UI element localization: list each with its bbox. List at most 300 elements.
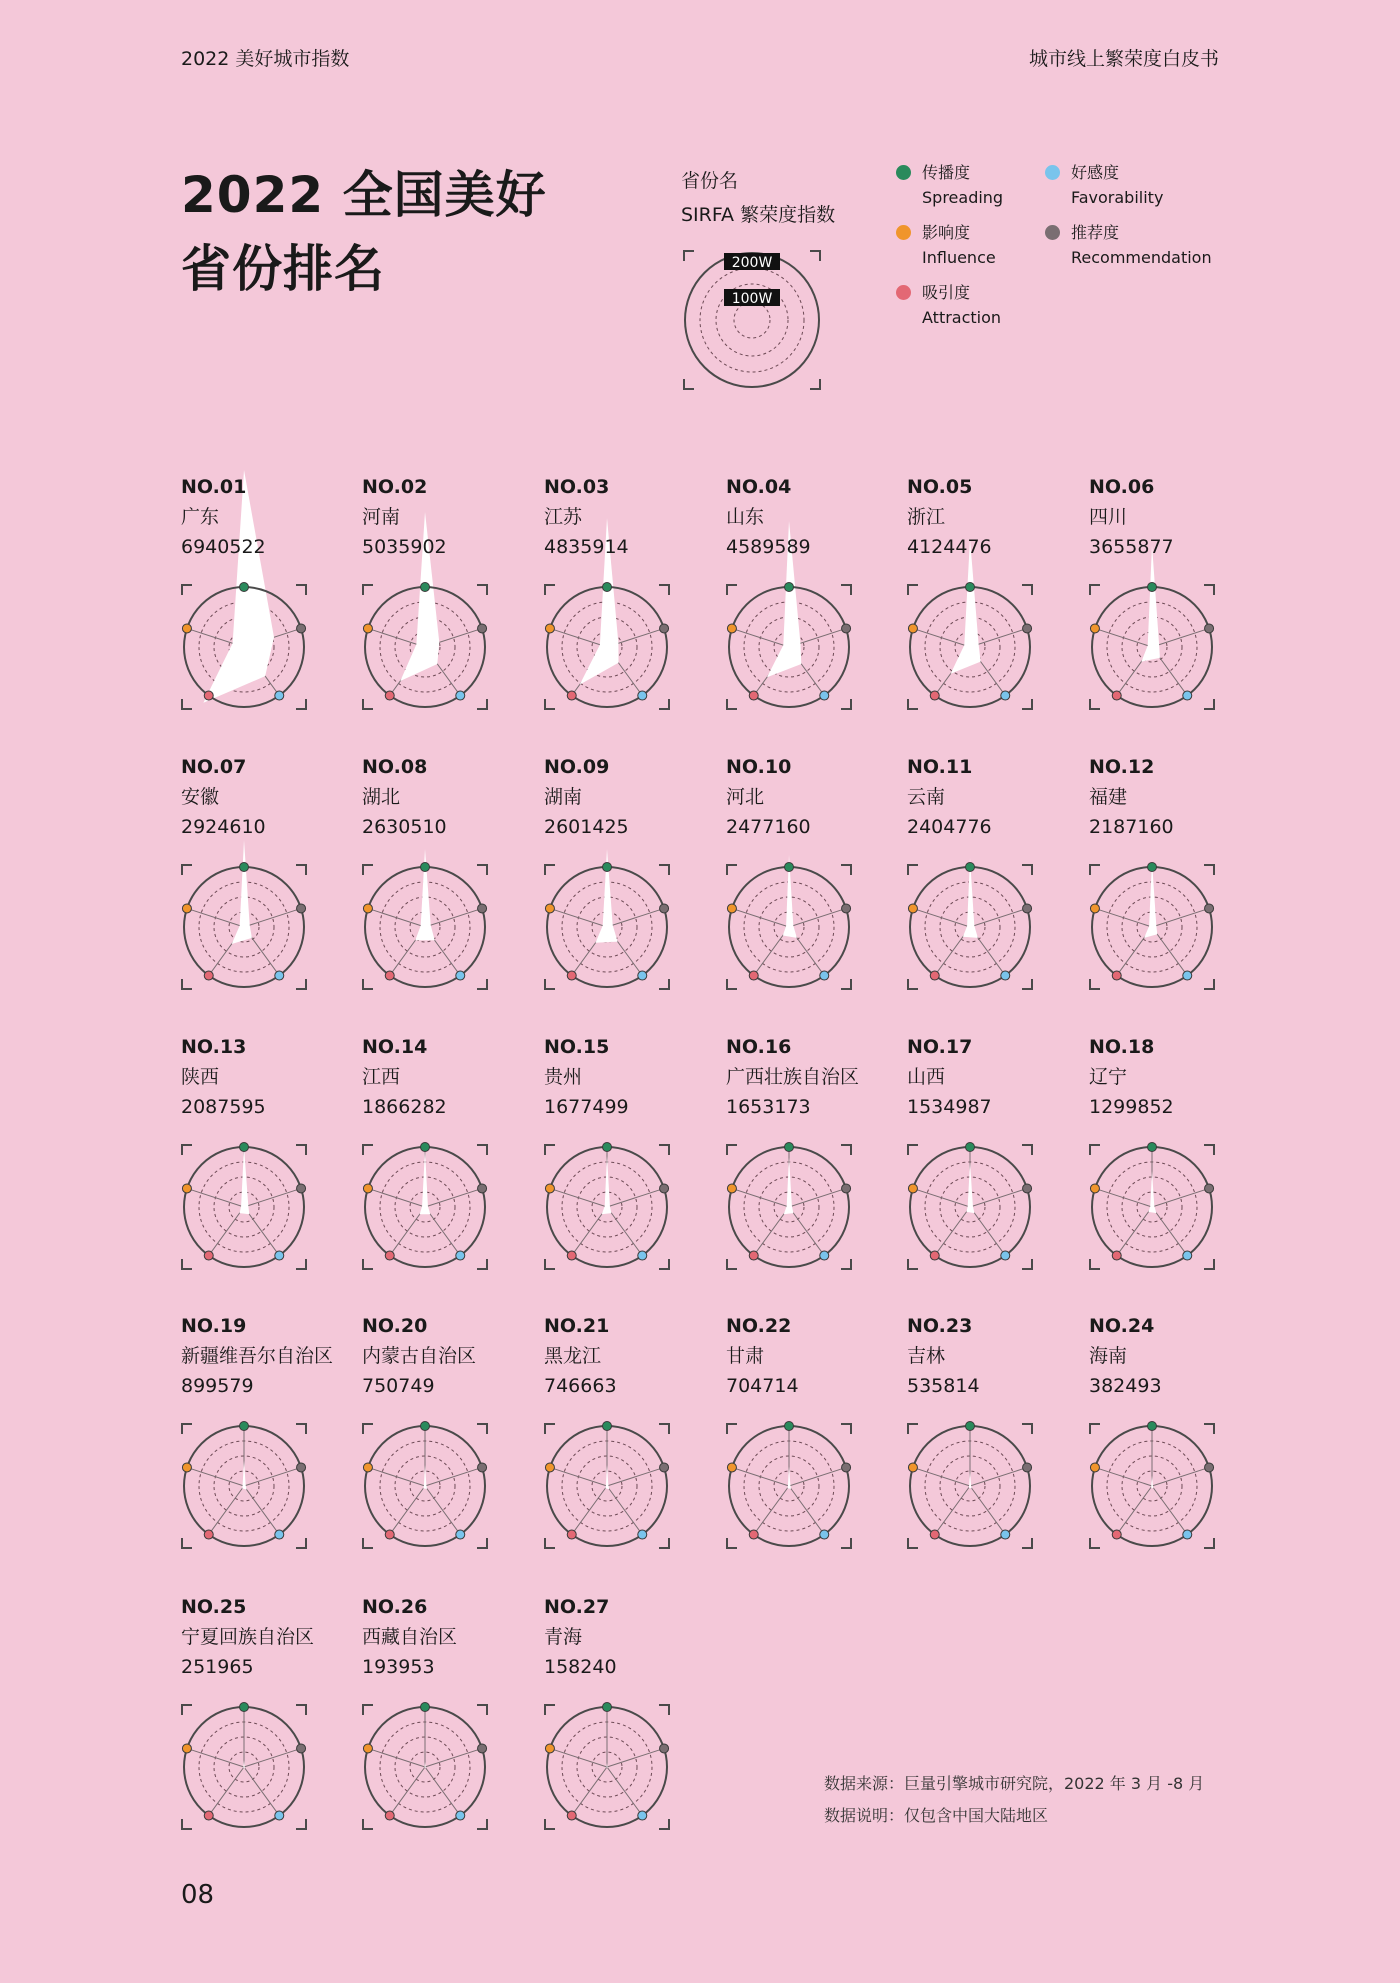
axis-dot-icon bbox=[749, 1530, 758, 1539]
axis-spoke bbox=[425, 1467, 482, 1486]
province-name: 黑龙江 bbox=[544, 1345, 602, 1367]
axis-dot-icon bbox=[385, 1530, 394, 1539]
axis-dot-icon bbox=[1001, 1530, 1010, 1539]
axis-dot-icon bbox=[545, 624, 554, 633]
province-label bbox=[181, 472, 266, 562]
province-index: 6940522 bbox=[181, 536, 266, 558]
axis-dot-icon bbox=[240, 1422, 249, 1431]
axis-dot-icon bbox=[1090, 904, 1099, 913]
axis-dot-icon bbox=[478, 624, 487, 633]
axis-dot-icon bbox=[297, 1463, 306, 1472]
axis-spoke bbox=[1095, 628, 1152, 647]
province-label bbox=[544, 1311, 617, 1401]
province-index: 2404776 bbox=[907, 816, 992, 838]
axis-dot-icon bbox=[421, 863, 430, 872]
axis-dot-icon bbox=[204, 971, 213, 980]
axis-dot-icon bbox=[567, 1811, 576, 1820]
axis-dot-icon bbox=[204, 691, 213, 700]
spreading-dot-icon bbox=[896, 165, 911, 180]
rank-number: NO.19 bbox=[181, 1315, 247, 1337]
rank-number: NO.14 bbox=[362, 1036, 428, 1058]
axis-dot-icon bbox=[240, 863, 249, 872]
axis-dot-icon bbox=[385, 691, 394, 700]
axis-spoke bbox=[789, 908, 846, 927]
axis-spoke bbox=[425, 908, 482, 927]
legend-item-cn: 传播度 bbox=[922, 163, 971, 182]
rank-number: NO.17 bbox=[907, 1036, 973, 1058]
axis-spoke bbox=[913, 1188, 970, 1207]
axis-dot-icon bbox=[545, 1744, 554, 1753]
province-card bbox=[726, 1311, 904, 1581]
province-name: 浙江 bbox=[907, 506, 946, 528]
axis-dot-icon bbox=[1205, 904, 1214, 913]
axis-dot-icon bbox=[603, 1422, 612, 1431]
axis-dot-icon bbox=[567, 691, 576, 700]
axis-spoke bbox=[754, 1486, 789, 1535]
axis-dot-icon bbox=[1090, 624, 1099, 633]
rank-number: NO.13 bbox=[181, 1036, 247, 1058]
legend-item-cn: 推荐度 bbox=[1071, 223, 1120, 242]
province-index: 1866282 bbox=[362, 1096, 447, 1118]
axis-spoke bbox=[244, 908, 301, 927]
axis-spoke bbox=[607, 1188, 664, 1207]
axis-dot-icon bbox=[908, 904, 917, 913]
legend-items bbox=[896, 160, 1226, 340]
province-index: 1677499 bbox=[544, 1096, 629, 1118]
province-label bbox=[181, 752, 266, 842]
axis-dot-icon bbox=[603, 863, 612, 872]
axis-spoke bbox=[1095, 1188, 1152, 1207]
province-index: 158240 bbox=[544, 1656, 617, 1678]
axis-dot-icon bbox=[297, 1184, 306, 1193]
province-index: 382493 bbox=[1089, 1375, 1162, 1397]
axis-dot-icon bbox=[1205, 624, 1214, 633]
axis-dot-icon bbox=[638, 691, 647, 700]
axis-spoke bbox=[732, 1188, 789, 1207]
axis-dot-icon bbox=[1148, 863, 1157, 872]
axis-spoke bbox=[913, 908, 970, 927]
rank-number: NO.09 bbox=[544, 756, 610, 778]
province-label bbox=[907, 1032, 992, 1122]
province-label bbox=[362, 752, 447, 842]
province-label bbox=[726, 472, 811, 562]
axis-spoke bbox=[209, 1767, 244, 1816]
province-name: 广西壮族自治区 bbox=[726, 1066, 860, 1088]
province-card bbox=[362, 1592, 540, 1862]
axis-spoke bbox=[913, 628, 970, 647]
axis-spoke bbox=[572, 1486, 607, 1535]
axis-dot-icon bbox=[363, 624, 372, 633]
province-index: 2601425 bbox=[544, 816, 629, 838]
axis-dot-icon bbox=[638, 1530, 647, 1539]
axis-spoke bbox=[209, 1486, 244, 1535]
axis-dot-icon bbox=[240, 1703, 249, 1712]
axis-spoke bbox=[368, 908, 425, 927]
axis-spoke bbox=[1152, 628, 1209, 647]
axis-spoke bbox=[789, 1188, 846, 1207]
axis-dot-icon bbox=[275, 1251, 284, 1260]
axis-dot-icon bbox=[1205, 1463, 1214, 1472]
axis-dot-icon bbox=[727, 1463, 736, 1472]
province-label bbox=[907, 1311, 980, 1401]
axis-dot-icon bbox=[456, 1530, 465, 1539]
rank-number: NO.03 bbox=[544, 476, 610, 498]
province-card bbox=[1089, 1311, 1267, 1581]
province-card bbox=[362, 1032, 540, 1302]
axis-spoke bbox=[970, 1188, 1027, 1207]
axis-spoke bbox=[970, 1467, 1027, 1486]
province-card bbox=[362, 472, 540, 742]
axis-spoke bbox=[390, 1486, 425, 1535]
province-name: 贵州 bbox=[544, 1066, 583, 1088]
province-label bbox=[181, 1592, 314, 1682]
axis-dot-icon bbox=[421, 1143, 430, 1152]
axis-dot-icon bbox=[820, 691, 829, 700]
axis-dot-icon bbox=[908, 1463, 917, 1472]
axis-dot-icon bbox=[182, 624, 191, 633]
axis-dot-icon bbox=[1023, 904, 1032, 913]
province-name: 新疆维吾尔自治区 bbox=[181, 1345, 334, 1367]
rank-number: NO.25 bbox=[181, 1596, 247, 1618]
axis-spoke bbox=[1152, 1486, 1187, 1535]
axis-dot-icon bbox=[785, 583, 794, 592]
province-label bbox=[726, 1311, 799, 1401]
province-index: 2630510 bbox=[362, 816, 447, 838]
rank-number: NO.12 bbox=[1089, 756, 1155, 778]
province-name: 安徽 bbox=[181, 786, 220, 808]
axis-dot-icon bbox=[842, 1463, 851, 1472]
axis-dot-icon bbox=[456, 971, 465, 980]
province-label bbox=[544, 472, 629, 562]
legend-item-en: Influence bbox=[922, 248, 996, 267]
axis-spoke bbox=[732, 1467, 789, 1486]
axis-spoke bbox=[550, 908, 607, 927]
recommendation-dot-icon bbox=[1045, 225, 1060, 240]
axis-dot-icon bbox=[567, 1251, 576, 1260]
rank-number: NO.15 bbox=[544, 1036, 610, 1058]
axis-dot-icon bbox=[1112, 1530, 1121, 1539]
rank-number: NO.27 bbox=[544, 1596, 610, 1618]
axis-spoke bbox=[1152, 1188, 1209, 1207]
province-name: 宁夏回族自治区 bbox=[181, 1626, 315, 1648]
axis-dot-icon bbox=[1148, 1422, 1157, 1431]
rank-number: NO.16 bbox=[726, 1036, 792, 1058]
axis-spoke bbox=[935, 1486, 970, 1535]
axis-dot-icon bbox=[930, 1251, 939, 1260]
rank-number: NO.24 bbox=[1089, 1315, 1155, 1337]
province-index: 746663 bbox=[544, 1375, 617, 1397]
axis-dot-icon bbox=[820, 1530, 829, 1539]
axis-spoke bbox=[572, 1767, 607, 1816]
province-card bbox=[726, 752, 904, 1022]
axis-dot-icon bbox=[1183, 691, 1192, 700]
axis-dot-icon bbox=[749, 691, 758, 700]
rank-number: NO.20 bbox=[362, 1315, 428, 1337]
axis-dot-icon bbox=[385, 971, 394, 980]
axis-spoke bbox=[970, 1207, 1005, 1256]
axis-spoke bbox=[390, 1767, 425, 1816]
province-card bbox=[362, 1311, 540, 1581]
axis-dot-icon bbox=[1112, 1251, 1121, 1260]
axis-spoke bbox=[1095, 1467, 1152, 1486]
legend-province-label: 省份名 bbox=[681, 170, 739, 192]
data-polygon bbox=[420, 1150, 431, 1214]
axis-dot-icon bbox=[545, 1463, 554, 1472]
province-index: 251965 bbox=[181, 1656, 254, 1678]
province-name: 河北 bbox=[726, 786, 765, 808]
province-name: 吉林 bbox=[907, 1345, 946, 1367]
axis-spoke bbox=[209, 1207, 244, 1256]
axis-dot-icon bbox=[567, 971, 576, 980]
axis-dot-icon bbox=[1183, 1251, 1192, 1260]
axis-dot-icon bbox=[842, 624, 851, 633]
rank-number: NO.22 bbox=[726, 1315, 792, 1337]
axis-dot-icon bbox=[275, 1811, 284, 1820]
axis-dot-icon bbox=[1001, 971, 1010, 980]
axis-dot-icon bbox=[385, 1251, 394, 1260]
province-card bbox=[181, 1032, 359, 1302]
axis-spoke bbox=[368, 1188, 425, 1207]
axis-dot-icon bbox=[363, 904, 372, 913]
province-card bbox=[907, 752, 1085, 1022]
province-card bbox=[181, 1311, 359, 1581]
axis-spoke bbox=[607, 1767, 642, 1816]
legend-item-en: Favorability bbox=[1071, 188, 1164, 207]
axis-spoke bbox=[425, 1486, 460, 1535]
province-card bbox=[544, 1311, 722, 1581]
title-line2: 省份排名 bbox=[181, 240, 385, 298]
axis-dot-icon bbox=[1023, 1184, 1032, 1193]
axis-dot-icon bbox=[421, 1703, 430, 1712]
axis-dot-icon bbox=[638, 971, 647, 980]
axis-dot-icon bbox=[456, 1811, 465, 1820]
province-label bbox=[1089, 1032, 1174, 1122]
source-line1: 数据来源：巨量引擎城市研究院，2022 年 3 月 -8 月 bbox=[824, 1774, 1205, 1793]
axis-spoke bbox=[425, 1188, 482, 1207]
province-index: 1534987 bbox=[907, 1096, 992, 1118]
province-card bbox=[1089, 472, 1267, 742]
legend-item-en: Attraction bbox=[922, 308, 1002, 327]
province-card bbox=[1089, 752, 1267, 1022]
rank-number: NO.18 bbox=[1089, 1036, 1155, 1058]
axis-dot-icon bbox=[204, 1811, 213, 1820]
axis-dot-icon bbox=[1090, 1463, 1099, 1472]
rank-number: NO.02 bbox=[362, 476, 428, 498]
province-name: 辽宁 bbox=[1089, 1066, 1128, 1088]
province-index: 2477160 bbox=[726, 816, 811, 838]
axis-spoke bbox=[368, 1748, 425, 1767]
axis-dot-icon bbox=[363, 1744, 372, 1753]
province-card bbox=[544, 752, 722, 1022]
rank-number: NO.26 bbox=[362, 1596, 428, 1618]
axis-spoke bbox=[1095, 908, 1152, 927]
province-card bbox=[1089, 1032, 1267, 1302]
axis-dot-icon bbox=[456, 1251, 465, 1260]
axis-dot-icon bbox=[660, 1744, 669, 1753]
province-label bbox=[362, 1032, 447, 1122]
axis-dot-icon bbox=[182, 904, 191, 913]
axis-dot-icon bbox=[363, 1463, 372, 1472]
axis-dot-icon bbox=[1001, 691, 1010, 700]
axis-spoke bbox=[550, 1467, 607, 1486]
axis-dot-icon bbox=[478, 1463, 487, 1472]
axis-dot-icon bbox=[820, 971, 829, 980]
axis-dot-icon bbox=[182, 1744, 191, 1753]
province-index: 193953 bbox=[362, 1656, 435, 1678]
axis-dot-icon bbox=[478, 1744, 487, 1753]
axis-dot-icon bbox=[1148, 1143, 1157, 1152]
axis-dot-icon bbox=[785, 863, 794, 872]
axis-dot-icon bbox=[966, 863, 975, 872]
axis-dot-icon bbox=[275, 691, 284, 700]
province-label bbox=[1089, 752, 1174, 842]
axis-spoke bbox=[970, 1486, 1005, 1535]
province-label bbox=[907, 472, 992, 562]
axis-dot-icon bbox=[1023, 624, 1032, 633]
data-polygon bbox=[240, 1147, 250, 1214]
province-label bbox=[181, 1032, 266, 1122]
axis-dot-icon bbox=[638, 1811, 647, 1820]
province-index: 3655877 bbox=[1089, 536, 1174, 558]
axis-dot-icon bbox=[1001, 1251, 1010, 1260]
axis-spoke bbox=[789, 1486, 824, 1535]
axis-dot-icon bbox=[638, 1251, 647, 1260]
axis-spoke bbox=[1117, 1486, 1152, 1535]
axis-spoke bbox=[368, 1467, 425, 1486]
axis-spoke bbox=[187, 1467, 244, 1486]
province-name: 陕西 bbox=[181, 1066, 220, 1088]
axis-spoke bbox=[187, 1748, 244, 1767]
province-name: 江苏 bbox=[544, 506, 583, 528]
axis-dot-icon bbox=[240, 583, 249, 592]
axis-dot-icon bbox=[478, 1184, 487, 1193]
axis-dot-icon bbox=[603, 1703, 612, 1712]
axis-dot-icon bbox=[1183, 971, 1192, 980]
axis-dot-icon bbox=[1205, 1184, 1214, 1193]
axis-dot-icon bbox=[908, 624, 917, 633]
rank-number: NO.21 bbox=[544, 1315, 610, 1337]
province-card bbox=[544, 1592, 722, 1862]
province-name: 四川 bbox=[1089, 506, 1128, 528]
axis-dot-icon bbox=[545, 1184, 554, 1193]
legend-item-cn: 影响度 bbox=[922, 223, 971, 242]
province-label bbox=[726, 1032, 859, 1122]
axis-spoke bbox=[187, 908, 244, 927]
axis-dot-icon bbox=[660, 624, 669, 633]
province-name: 湖北 bbox=[362, 786, 401, 808]
axis-dot-icon bbox=[275, 1530, 284, 1539]
province-index: 2187160 bbox=[1089, 816, 1174, 838]
province-index: 750749 bbox=[362, 1375, 435, 1397]
rank-number: NO.07 bbox=[181, 756, 247, 778]
province-name: 云南 bbox=[907, 786, 946, 808]
axis-spoke bbox=[550, 1188, 607, 1207]
province-card bbox=[544, 472, 722, 742]
axis-spoke bbox=[244, 1748, 301, 1767]
province-card bbox=[907, 472, 1085, 742]
province-index: 4589589 bbox=[726, 536, 811, 558]
province-index: 1653173 bbox=[726, 1096, 811, 1118]
rank-number: NO.01 bbox=[181, 476, 247, 498]
axis-dot-icon bbox=[297, 624, 306, 633]
province-label bbox=[362, 1592, 457, 1682]
axis-dot-icon bbox=[930, 691, 939, 700]
axis-spoke bbox=[607, 1748, 664, 1767]
axis-spoke bbox=[607, 1207, 642, 1256]
axis-dot-icon bbox=[240, 1143, 249, 1152]
province-index: 1299852 bbox=[1089, 1096, 1174, 1118]
axis-spoke bbox=[244, 1467, 301, 1486]
axis-dot-icon bbox=[478, 904, 487, 913]
legend-index-label: SIRFA 繁荣度指数 bbox=[681, 204, 836, 226]
province-index: 4124476 bbox=[907, 536, 992, 558]
rank-number: NO.05 bbox=[907, 476, 973, 498]
legend-scale-key bbox=[681, 246, 823, 394]
axis-dot-icon bbox=[1090, 1184, 1099, 1193]
province-index: 5035902 bbox=[362, 536, 447, 558]
province-name: 山东 bbox=[726, 506, 765, 528]
axis-spoke bbox=[607, 1467, 664, 1486]
axis-spoke bbox=[1152, 1207, 1187, 1256]
axis-dot-icon bbox=[567, 1530, 576, 1539]
axis-spoke bbox=[1152, 1467, 1209, 1486]
province-index: 2924610 bbox=[181, 816, 266, 838]
axis-dot-icon bbox=[785, 1422, 794, 1431]
province-index: 535814 bbox=[907, 1375, 980, 1397]
province-label bbox=[1089, 1311, 1162, 1401]
axis-dot-icon bbox=[727, 904, 736, 913]
axis-dot-icon bbox=[1148, 583, 1157, 592]
province-name: 内蒙古自治区 bbox=[362, 1345, 477, 1367]
data-polygon bbox=[1144, 861, 1157, 938]
axis-spoke bbox=[789, 1467, 846, 1486]
axis-dot-icon bbox=[1183, 1530, 1192, 1539]
province-index: 2087595 bbox=[181, 1096, 266, 1118]
axis-dot-icon bbox=[204, 1530, 213, 1539]
favorability-dot-icon bbox=[1045, 165, 1060, 180]
province-index: 704714 bbox=[726, 1375, 799, 1397]
axis-dot-icon bbox=[749, 1251, 758, 1260]
axis-dot-icon bbox=[297, 904, 306, 913]
axis-spoke bbox=[244, 1486, 279, 1535]
province-card bbox=[181, 1592, 359, 1862]
header-right: 城市线上繁荣度白皮书 bbox=[1028, 48, 1219, 70]
data-polygon bbox=[232, 840, 252, 944]
province-label bbox=[181, 1311, 333, 1401]
rank-number: NO.08 bbox=[362, 756, 428, 778]
axis-spoke bbox=[1117, 1207, 1152, 1256]
data-source-note bbox=[824, 1768, 1204, 1832]
axis-dot-icon bbox=[842, 904, 851, 913]
axis-spoke bbox=[244, 1767, 279, 1816]
province-card bbox=[907, 1032, 1085, 1302]
axis-dot-icon bbox=[660, 904, 669, 913]
rank-number: NO.04 bbox=[726, 476, 792, 498]
axis-dot-icon bbox=[1112, 691, 1121, 700]
axis-dot-icon bbox=[749, 971, 758, 980]
title-line1: 2022 全国美好 bbox=[181, 166, 547, 224]
rank-number: NO.06 bbox=[1089, 476, 1155, 498]
province-card bbox=[907, 1311, 1085, 1581]
legend-item-en: Spreading bbox=[922, 188, 1004, 207]
province-name: 湖南 bbox=[544, 786, 583, 808]
page-number: 08 bbox=[181, 1880, 215, 1910]
axis-dot-icon bbox=[1112, 971, 1121, 980]
province-label bbox=[726, 752, 811, 842]
legend-item-cn: 好感度 bbox=[1071, 163, 1120, 182]
province-name: 福建 bbox=[1089, 786, 1128, 808]
province-name: 河南 bbox=[362, 506, 401, 528]
